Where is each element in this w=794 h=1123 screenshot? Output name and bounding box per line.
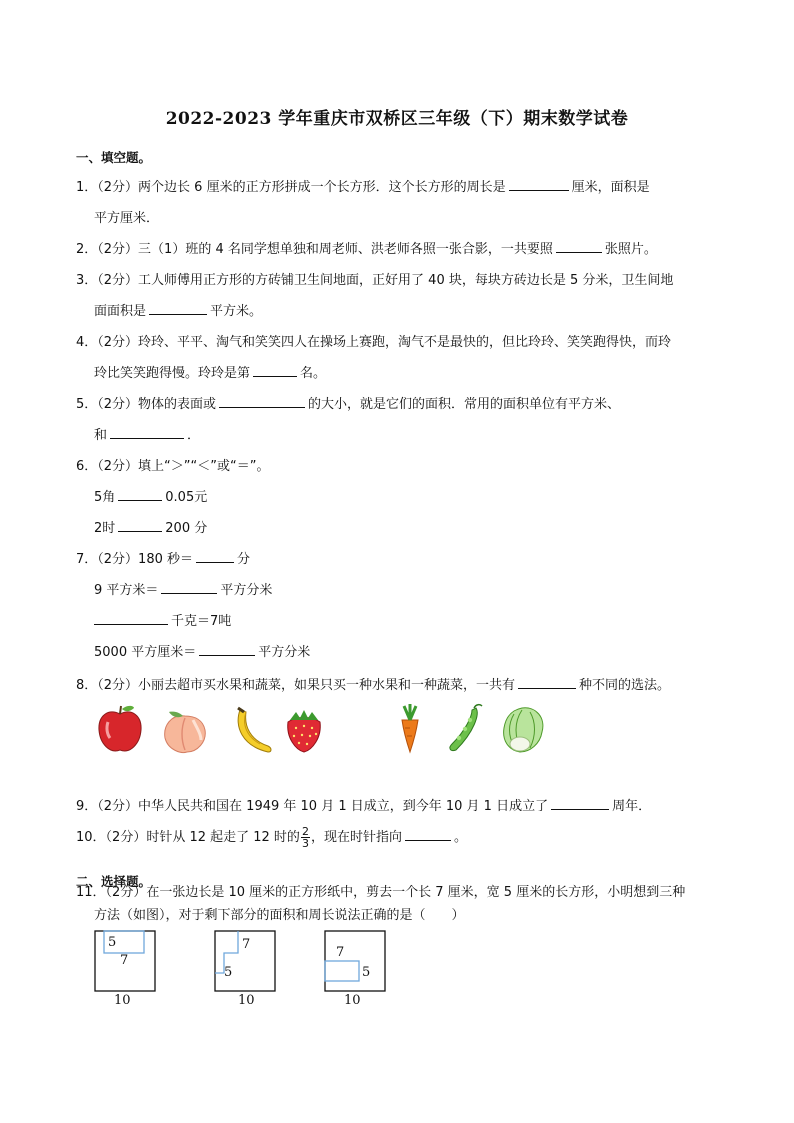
carrot-icon: [402, 704, 418, 752]
answer-blank[interactable]: [219, 395, 305, 408]
question-7-row-3: 5000 平方厘米＝ 平方分米: [94, 645, 311, 660]
side-label: 10: [114, 993, 131, 1008]
question-4: 4．（2分）玲玲、平平、淘气和笑笑四人在操场上赛跑，淘气不是最快的，但比玲玲、笑笑跑得快，而玲: [76, 335, 672, 350]
side-label: 10: [344, 993, 361, 1008]
answer-blank[interactable]: [405, 828, 451, 841]
question-11-cont: 方法（如图），对于剩下部分的面积和周长说法正确的是（ ）: [94, 908, 465, 923]
answer-blank[interactable]: [161, 581, 217, 594]
apple-icon: [99, 706, 141, 751]
question-7: 7．（2分）180 秒＝ 分: [76, 552, 251, 567]
answer-blank[interactable]: [110, 426, 184, 439]
question-9: 9．（2分）中华人民共和国在 1949 年 10 月 1 日成立，到今年 10 月 1 日成立了 周年．: [76, 799, 652, 814]
cabbage-icon: [504, 708, 543, 752]
length-label: 7: [242, 937, 251, 952]
fraction: $\frac{2}{3}$: [301, 825, 309, 850]
peach-icon: [165, 712, 206, 753]
answer-blank[interactable]: [509, 178, 569, 191]
answer-blank[interactable]: [551, 797, 609, 810]
width-label: 5: [224, 965, 233, 980]
question-7-row-2: 千克＝7吨: [94, 610, 231, 629]
question-1-cont: 平方厘米．: [94, 211, 160, 226]
question-2: 2．（2分）三（1）班的 4 名同学想单独和周老师、洪老师各照一张合影，一共要照 张照片。: [76, 242, 657, 257]
peapod-icon: [450, 705, 482, 751]
length-label: 7: [120, 953, 129, 968]
answer-blank[interactable]: [199, 643, 255, 656]
question-10: 10．（2分）时针从 12 起走了 12 时的 $\frac{2}{3}$ ，现在时针指向 。: [76, 825, 467, 850]
question-1: 1．（2分）两个边长 6 厘米的正方形拼成一个长方形．这个长方形的周长是 厘米，面积是: [76, 180, 650, 195]
section-choice-heading: 二、选择题。: [76, 874, 152, 889]
answer-blank[interactable]: [149, 302, 207, 315]
answer-blank[interactable]: [118, 519, 162, 532]
figure-method-1: [94, 925, 158, 1008]
figure-method-2: [214, 925, 278, 1008]
question-7-row-1: 9 平方米＝ 平方分米: [94, 583, 273, 598]
side-label: 10: [238, 993, 255, 1008]
answer-blank[interactable]: [94, 612, 168, 625]
question-3: 3．（2分）工人师傅用正方形的方砖铺卫生间地面，正好用了 40 块，每块方砖边长是 5 分米，卫生间地: [76, 273, 674, 288]
question-6-row-2: 2时 200 分: [94, 521, 208, 536]
answer-blank[interactable]: [253, 364, 297, 377]
width-label: 5: [362, 965, 371, 980]
question-5-cont: 和 ．: [94, 428, 201, 443]
answer-blank[interactable]: [518, 676, 576, 689]
width-label: 5: [108, 935, 117, 950]
question-6: 6．（2分）填上“＞”“＜”或“＝”。: [76, 459, 270, 474]
question-5: 5．（2分）物体的表面或 的大小，就是它们的面积．常用的面积单位有平方米、: [76, 397, 621, 412]
answer-blank[interactable]: [196, 550, 234, 563]
section-fill-in-heading: 一、填空题。: [76, 150, 152, 165]
answer-blank[interactable]: [556, 240, 602, 253]
length-label: 7: [336, 945, 345, 960]
strawberry-icon: [288, 710, 321, 752]
produce-images: [0, 702, 794, 754]
question-6-row-1: 5角 0.05元: [94, 490, 208, 505]
figure-method-3: [324, 925, 388, 1008]
question-4-cont: 玲比笑笑跑得慢。玲玲是第 名。: [94, 366, 327, 381]
question-11: 11．（2分）在一张边长是 10 厘米的正方形纸中，剪去一个长 7 厘米，宽 5 厘米的长方形，小明想到三种: [76, 885, 686, 900]
question-3-cont: 面面积是 平方米。: [94, 304, 263, 319]
question-8: 8．（2分）小丽去超市买水果和蔬菜，如果只买一种水果和一种蔬菜，一共有 种不同的选法。: [76, 678, 671, 693]
answer-blank[interactable]: [118, 488, 162, 501]
banana-icon: [238, 708, 271, 752]
page-title: 2022-2023 学年重庆市双桥区三年级（下）期末数学试卷: [165, 109, 629, 129]
